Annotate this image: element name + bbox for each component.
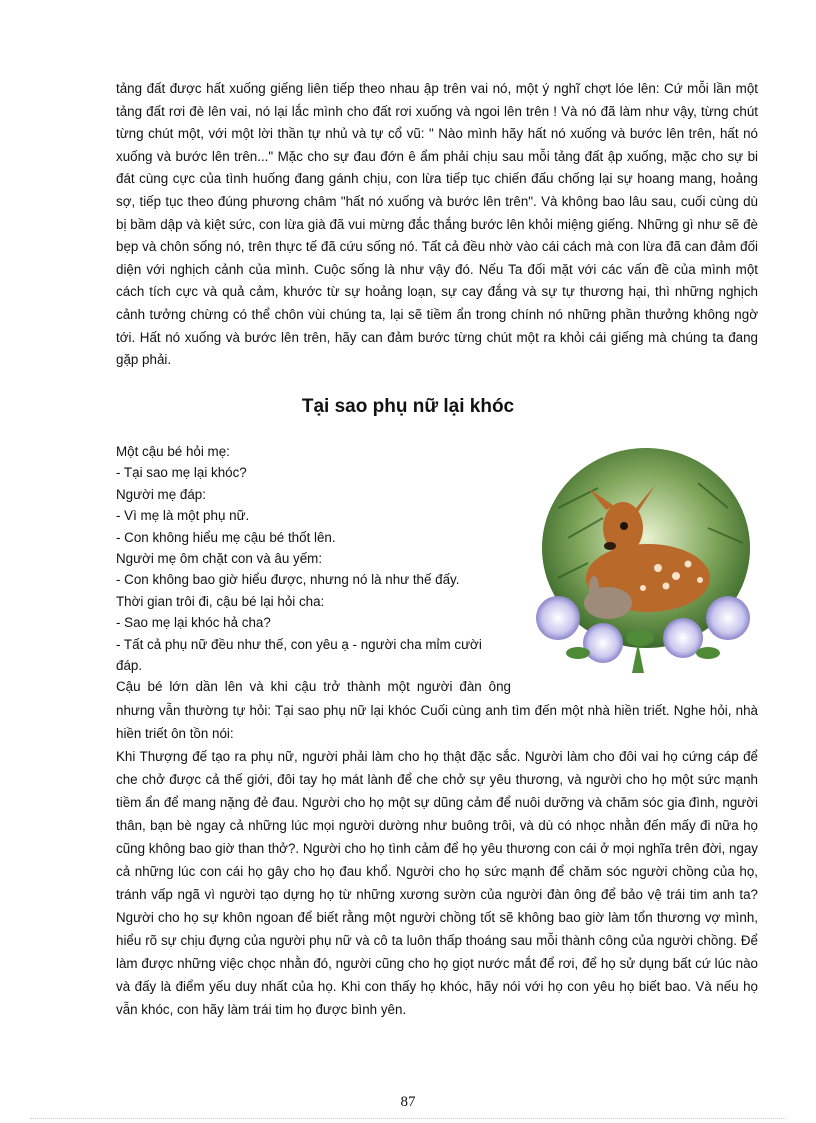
dialog-block — [116, 441, 516, 676]
dialog-line: Một cậu bé hỏi mẹ: — [116, 444, 230, 459]
deer-illustration — [528, 448, 764, 676]
dialog-line: Người mẹ đáp: — [116, 486, 206, 502]
story-paragraph — [116, 676, 758, 1021]
story-body: Khi Thượng đế tạo ra phụ nữ, người phải làm cho họ thật đặc sắc. Người làm cho đôi vai họ cứng cáp để che chở được cả thế giới, đôi tay họ mát lành để che chở sự yêu thương, và người cho họ một sức mạnh tiềm ẩn để mang nặng đẻ đau. Người cho họ một sự dũng cảm để nuôi dưỡng và chăm sóc gia đình, người thân, bạn bè ngay cả những lúc mọi người dường như buông trôi, và dù có nhọc nhằn đến mấy đi nữa họ cũng không bao giờ than thở?. Người cho họ tình cảm để họ yêu thương con cái ở mọi nghĩa trên đời, ngay cả những lúc con cái họ gây cho họ đau khổ. Người cho họ sức mạnh để chăm sóc người chồng của họ, tránh vấp ngã vì người tạo dựng họ từ những xương sườn của người đàn ông để bảo vệ trái tim anh ta?Người cho họ sự khôn ngoan để biết rằng một người chồng tốt sẽ không bao giờ làm tổn thương vợ mình, hiểu rõ sự chịu đựng của người phụ nữ và cô ta luôn thấp thoáng sau mỗi thành công của người chồng. Để làm được những việc chọc nhằn đó, người cũng cho họ giọt nước mắt để rơi, để họ sử dụng bất cứ lúc nào và đấy là điểm yếu duy nhất của họ. Khi con thấy họ khóc, hãy nói với họ con yêu họ biết bao. Và nếu họ vẫn khóc, con hãy làm trái tim họ được bình yên. — [116, 748, 758, 1017]
story-question: nhưng vẫn thường tự hỏi: Tại sao phụ nữ lại khóc Cuối cùng anh tìm đến một nhà hiền triết. Nghe hỏi, nhà hiền triết ôn tồn nói: — [116, 702, 758, 741]
dialog-line: - Con không bao giờ hiểu được, nhưng nó là như thế đấy. — [116, 572, 460, 588]
dialog-line: - Con không hiểu mẹ cậu bé thốt lên. — [116, 529, 336, 545]
footer-divider — [30, 1118, 786, 1119]
dialog-line: - Vì mẹ là một phụ nữ. — [116, 508, 250, 524]
dialog-line: Thời gian trôi đi, cậu bé lại hỏi cha: — [116, 593, 325, 609]
dialog-line: - Tất cả phụ nữ đều như thế, con yêu ạ - người cha mỉm cười đáp. — [116, 636, 482, 674]
dialog-line: - Tại sao mẹ lại khóc? — [116, 465, 247, 481]
section-title: Tại sao phụ nữ lại khóc — [301, 396, 515, 417]
story-first-line: Cậu bé lớn dần lên và khi cậu trở thành một người đàn ông — [116, 679, 511, 694]
page-number: 87 — [400, 1094, 416, 1110]
intro-paragraph: tảng đất được hất xuống giếng liên tiếp theo nhau ập trên vai nó, một ý nghĩ chợt lóe lên: Cứ mỗi lần một tảng đất rơi đè lên vai, nó lại lắc mình cho đất rơi xuống và ngoi lên trên ! Và nó đã làm như vậy, từng chút từng chút một, với một lời thần tự nhủ và tự cổ vũ: " Nào mình hãy hất nó xuống và bước lên trên, hất nó xuống và bước lên trên..." Mặc cho sự đau đớn ê ẩm phải chịu sau mỗi tảng đất ập xuống, mặc cho sự bi đát cùng cực của tình huống đang gánh chịu, con lừa tiếp tục chiến đấu chống lại sự hoang mang, hoảng sợ, tiếp tục theo đúng phương châm "hất nó xuống và bước lên trên". Và không bao lâu sau, cuối cùng dù bị bầm dập và kiệt sức, con lừa già đã vui mừng đắc thắng bước lên khỏi miệng giếng. Những gì như sẽ đè bẹp và chôn sống nó, trên thực tế đã cứu sống nó. Tất cả đều nhờ vào cái cách mà con lừa đã can đảm đối diện với nghịch cảnh của mình. Cuộc sống là như vậy đó. Nếu Ta đối mặt với các vấn đề của mình một cách tích cực và quả cảm, khước từ sự hoảng loạn, sự cay đắng và sự tự thương hại, thì những nghịch cảnh tưởng chừng có thể chôn vùi chúng ta, lại sẽ tiềm ẩn trong chính nó những phần thưởng không ngờ tới. Hất nó xuống và bước lên trên, hãy can đảm bước từng chút một ra khỏi cái giếng mà chúng ta đang gặp phải. — [116, 81, 758, 368]
dialog-line: Người mẹ ôm chặt con và âu yếm: — [116, 551, 323, 567]
dialog-line: - Sao mẹ lại khóc hả cha? — [116, 615, 271, 631]
